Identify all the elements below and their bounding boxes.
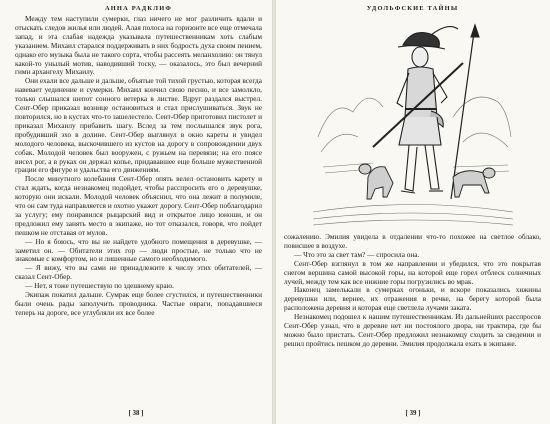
right-page-number: [ 39 ] (405, 410, 421, 417)
left-page (0, 0, 272, 424)
paragraph: Экипаж покатил дальше. Сумрак еще более сгустился, и путешественники были очень рады заполучить проводника. Частые овраги, попадавшиеся теперь на дороге, все углубляли их все более (15, 290, 262, 317)
left-page-number: [ 38 ] (128, 410, 144, 417)
paragraph: Сент-Обер взглянул в том же направлении и убедился, что это покрытая снегом вершина самой высокой горы, на которой еще горел отблеск солнечных лучей, между тем как все нижние горы погрузились во мрак. (284, 258, 541, 286)
paragraph: После минутного колебания Сент-Обер опять велел остановить карету и стал ждать, когда незнакомец подойдет, чтобы расспросить его о деревушке, которую они искали. Молодой человек объяснил, что она лежит в полумиле, что он сам туда направляется и охотно укажет дорогу. Сент-Обер поблагодарил за услугу; ему понравился рыцарский вид и открытое лицо юноши, и он предложил ему занять место в экипаже, но тот отказался, говоря, что пойдет пешком не отставая от мулов. (15, 174, 262, 237)
paragraph: — Нет, я тоже путешествую по здешнему краю. (25, 281, 174, 291)
left-page-text (15, 15, 262, 318)
paragraph: сожалению. Эмилия увидела в отдалении что-то похожее на светлое облако, повисшее в воздухе. (284, 232, 541, 250)
paragraph: Они ехали все дальше и дальше, объятые той тихой грустью, которая всегда навевает уединение и сумерки. Михаил кончил свою песню, и все замолкло, только слышался шепот сонного ветерка в листве. Вдруг раздался выстрел. Сент-Обер приказал вознице остановиться и стал прислушиваться. Звук не повторился, но в кустах что-то зашелестело. Сент-Обер приготовил пистолет и приказал Михаилу прибавить шагу. Вслед за тем послышался звук рога, пробудивший эхо в долине. Сент-Обер выглянул в окно кареты и увидел молодого человека, выскочившего из кустов на дорогу в сопровождении двух собак. Молодой человек был вооружен, с ружьем на перевязи; на его поясе висел рог, а в руках он держал копье, придававшее еще больше мужественной грации его фигуре и удальства его движениям. (15, 76, 262, 175)
paragraph: Наконец замелькали в сумерках огоньки, и вскоре показались хижины деревушки или, вернее, их отражения в речке, на берегу которой была расположена деревня и которая еще светлела лучами заката. (284, 285, 541, 313)
paragraph: — Я вижу, что вы сами не принадлежите к числу этих обитателей, — сказал Сент-Обер. (15, 263, 262, 282)
right-running-head: УДОЛЬФСКИЕ ТАЙНЫ (366, 5, 459, 12)
hunter-illustration (313, 17, 513, 229)
right-page (276, 0, 550, 424)
paragraph: — Но я боюсь, что вы не найдете удобного помещения в деревушке, — заметил он. — Обитатели этих гор — люди простые, не только что не знакомые с комфортом, но и лишенные самого необходимого. (15, 236, 262, 264)
left-running-head: АННА РАДКЛИФ (104, 5, 173, 12)
right-page-text (284, 233, 541, 349)
paragraph: Незнакомец подошел к нашим путешественникам. Из дальнейших расспросов Сент-Обер узнал, что в деревне нет ни постоялого двора, ни трактира, где бы можно было пристать. Сент-Обер предложил незнакомцу сходить за сведении и решил пройтись пешком до деревни. Эмилия продолжала ехать в экипаже. (284, 312, 541, 348)
paragraph: Между тем наступили сумерки, глаз ничего не мог различить вдали и отыскать следов жилья или людей. Алая полоса на горизонте все еще отмечала запад, и эта слабая надежда указывала путешественникам хоть слабым указанием. Михаил старался поддерживать в них бодрость духа своим пением, однако его музыка была не такого сорта, чтобы рассеять меланхолию: он тянул какой-то унылый мотив, наводивший тоску, — оказалось, это был вечерний гимн архангелу Михаилу. (15, 14, 262, 77)
paragraph: — Что это за свет там? — спросила она. (294, 249, 420, 259)
